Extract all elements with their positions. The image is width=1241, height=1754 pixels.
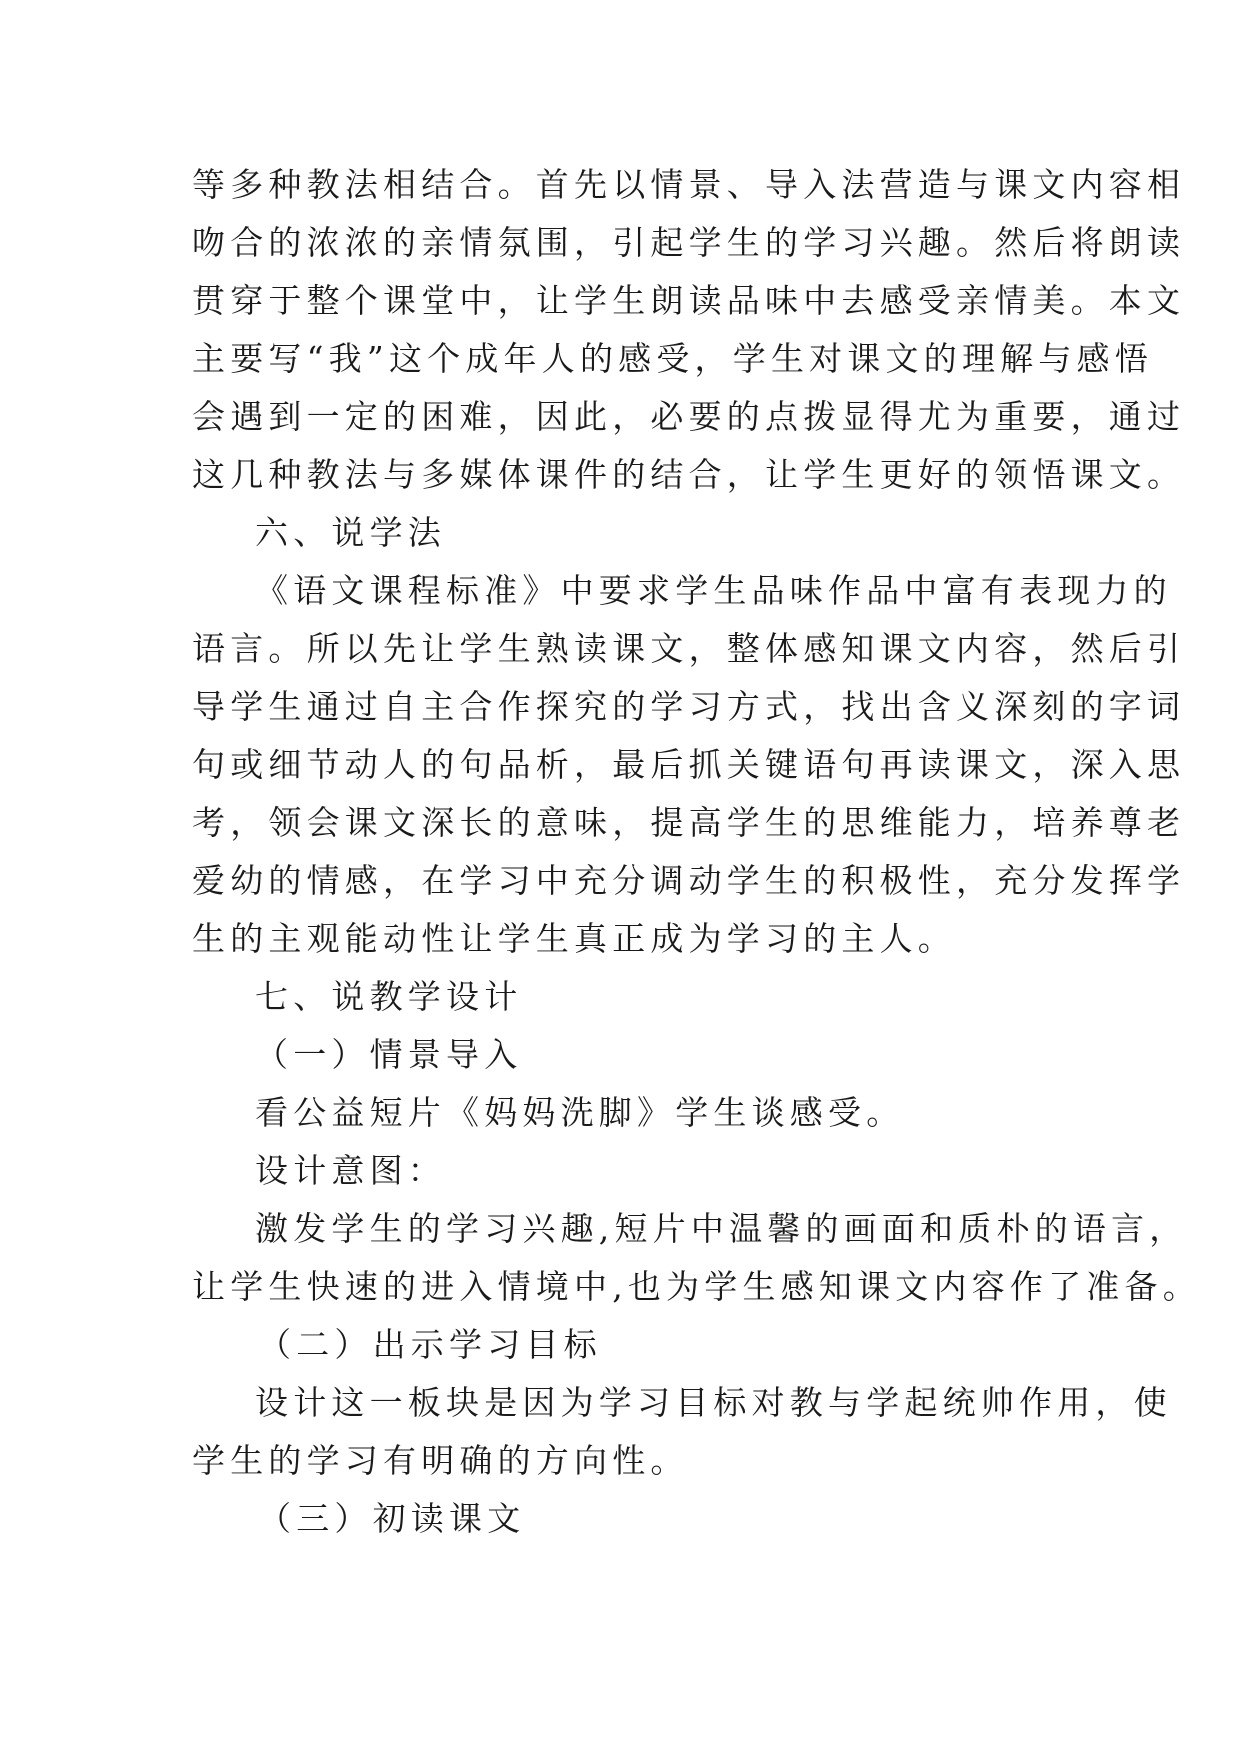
text-line: 激发学生的学习兴趣,短片中温馨的画面和质朴的语言，: [255, 1209, 1188, 1248]
text-line: 设计这一板块是因为学习目标对教与学起统帅作用，使: [255, 1383, 1172, 1422]
text-line: 导学生通过自主合作探究的学习方式，找出含义深刻的字词: [192, 687, 1186, 726]
subsection-heading: （二）出示学习目标: [258, 1325, 602, 1364]
text-line: 《语文课程标准》中要求学生品味作品中富有表现力的: [255, 571, 1172, 610]
text-line: 让学生快速的进入情境中,也为学生感知课文内容作了准备。: [192, 1267, 1201, 1306]
section-heading: 六、说学法: [255, 513, 446, 552]
section-heading: 七、说教学设计: [255, 977, 523, 1016]
text-line: 考，领会课文深长的意味，提高学生的思维能力，培养尊老: [192, 803, 1186, 842]
subsection-heading: （三）初读课文: [258, 1499, 526, 1538]
text-line: 贯穿于整个课堂中，让学生朗读品味中去感受亲情美。本文: [192, 281, 1186, 320]
text-line: 等多种教法相结合。首先以情景、导入法营造与课文内容相: [192, 165, 1186, 204]
text-line: 句或细节动人的句品析，最后抓关键语句再读课文，深入思: [192, 745, 1186, 784]
text-line: 吻合的浓浓的亲情氛围，引起学生的学习兴趣。然后将朗读: [192, 223, 1186, 262]
text-line: 学生的学习有明确的方向性。: [192, 1441, 689, 1480]
text-line: 这几种教法与多媒体课件的结合，让学生更好的领悟课文。: [192, 455, 1186, 494]
text-line: 生的主观能动性让学生真正成为学习的主人。: [192, 919, 956, 958]
text-line: 语言。所以先让学生熟读课文，整体感知课文内容，然后引: [192, 629, 1186, 668]
subsection-heading: （一）情景导入: [255, 1035, 523, 1074]
text-line: 设计意图：: [255, 1151, 446, 1190]
text-line: 爱幼的情感，在学习中充分调动学生的积极性，充分发挥学: [192, 861, 1186, 900]
text-line: 主要写“我”这个成年人的感受，学生对课文的理解与感悟: [192, 339, 1153, 378]
text-line: 看公益短片《妈妈洗脚》学生谈感受。: [255, 1093, 905, 1132]
text-line: 会遇到一定的困难，因此，必要的点拨显得尤为重要，通过: [192, 397, 1186, 436]
